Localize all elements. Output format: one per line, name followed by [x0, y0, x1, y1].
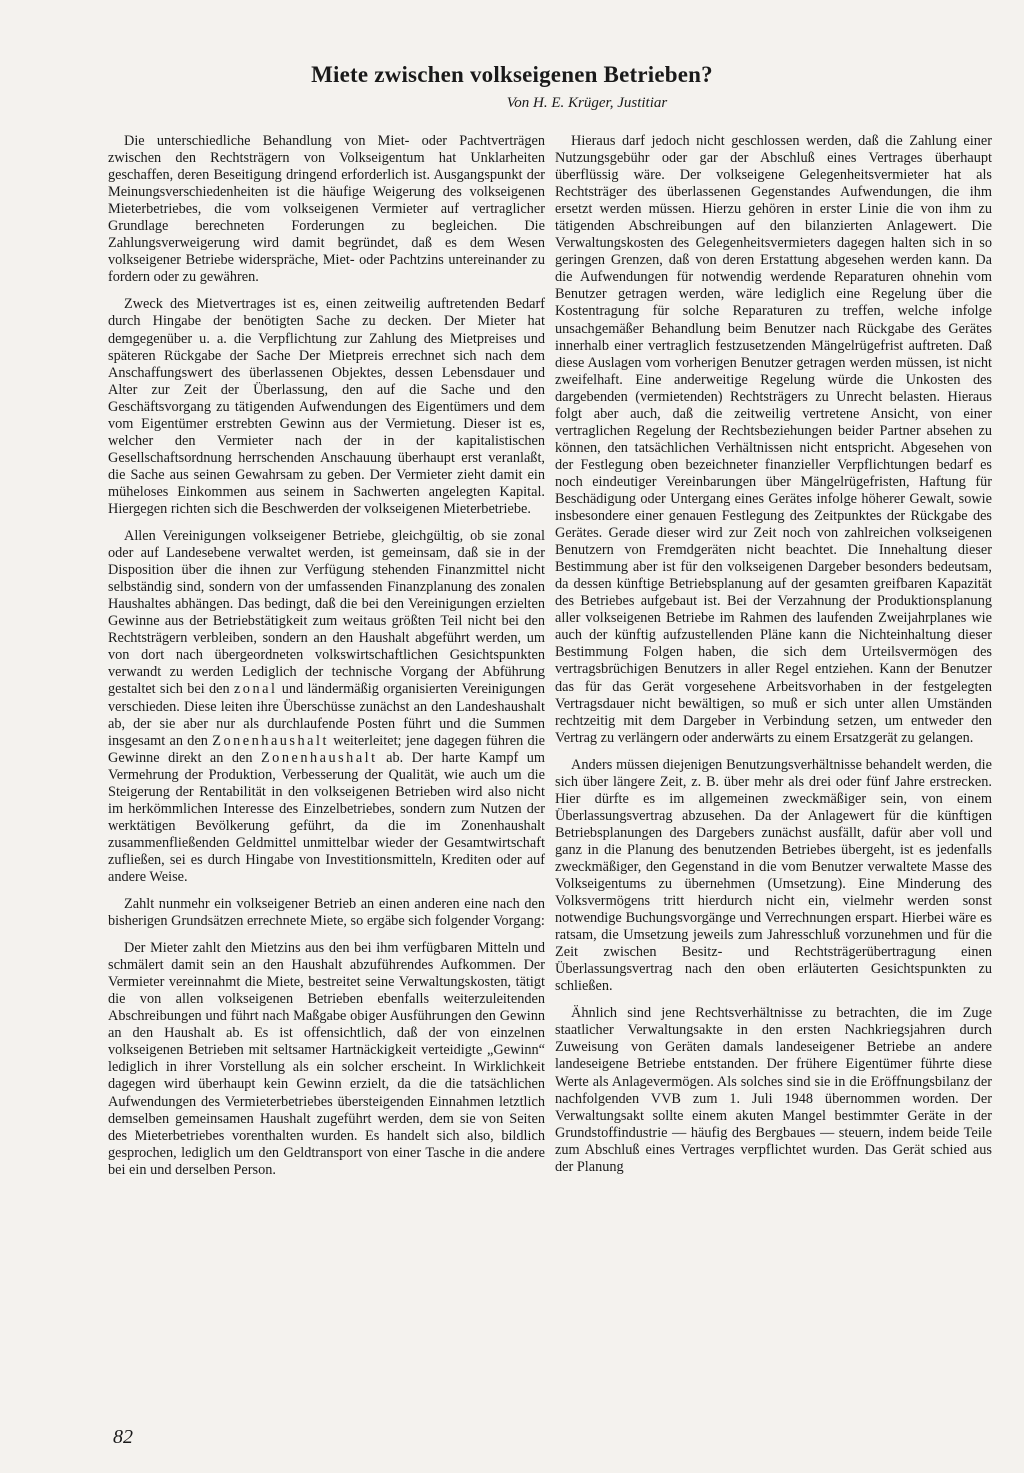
paragraph — [108, 528, 545, 886]
spaced-word: zonal — [233, 681, 278, 698]
paragraph-text: Allen Vereinigungen volkseigener Betriebe, gleichgültig, ob sie zonal oder auf Landesebene verwaltet werden, ist gemeinsam, daß sie in der Disposition über die ihnen zur Verfügung stehenden Finanzmittel nicht selbständig sind, sondern von der umfassenden Finanzplanung des zonalen Haushaltes abhängen. Das bedingt, daß die bei den Vereinigungen erzielten Gewinne aus der Betriebstätigkeit zum weitaus größten Teil nicht bei den Rechtsträgern verbleiben, sondern an den Haushalt abgeführt werden, um von dort nach übergeordneten volkswirtschaftlichen Gesichtspunkten verwandt zu werden Lediglich der technische Vorgang der Abführung gestaltet sich bei den — [108, 528, 545, 698]
article-title: Miete zwischen volkseigenen Betrieben? — [311, 62, 713, 87]
paragraph-text: weiterleitet; jene dagegen führen die Gewinne direkt an den — [108, 732, 545, 766]
paragraph: Zweck des Mietvertrages ist es, einen zeitweilig auftretenden Bedarf durch Hingabe der benötigten Sache zu decken. Der Mieter hat demgegenüber u. a. die Verpflichtung zur Zahlung des Mietpreises und späteren Rückgabe der Sache Der Mietpreis errechnet sich nach dem Anschaffungswert des überlassenen Objektes, dessen Lebensdauer und Alter zur Zeit der Überlassung, den auf die Sache und den Geschäftsvorgang zu tätigenden Aufwendungen des Eigentümers und dem vom Eigentümer erstrebten Gewinn aus der Vermietung. Dieser ist es, welcher den Vermieter nach der in der kapitalistischen Gesellschaftsordnung herrschenden Anschauung überhaupt erst veranlaßt, die Sache aus seinen Gewahrsam zu geben. Der Vermieter zieht damit ein müheloses Einkommen aus seinem in Sachwerten angelegten Kapital. Hiergegen richten sich die Beschwerden der volkseigenen Mieterbetriebe. — [108, 296, 545, 517]
paragraph: Die unterschiedliche Behandlung von Miet- oder Pachtverträgen zwischen den Rechtsträgern von Volkseigentum hat Unklarheiten geschaffen, deren Beseitigung dringend erforderlich ist. Ausgangspunkt der Meinungsverschiedenheiten ist die häufige Weigerung des volkseigenen Mieterbetriebes, die vom volkseigenen Vermieter auf vertraglicher Grundlage berechneten Forderungen zu begleichen. Die Zahlungsverweigerung wird damit begründet, daß es dem Wesen volkseigener Betriebe widerspräche, Miet- oder Pachtzins untereinander zu fordern oder zu gewähren. — [108, 133, 545, 286]
right-column — [555, 133, 992, 1186]
paragraph: Anders müssen diejenigen Benutzungsverhältnisse behandelt werden, die sich über längere Zeit, z. B. über mehr als drei oder fünf Jahre erstrecken. Hier dürfte es im allgemeinen zweckmäßiger sein, von einem Überlassungsvertrag abzusehen. Da der Anlagewert für die künftigen Betriebsplanungen des Dargebers zunächst ausfällt, dafür aber voll und ganz in die Planung des benutzenden Betriebes übergeht, ist es jedenfalls zweckmäßiger, den Gegenstand in die vom Benutzer verwaltete Masse des Volkseigentums zu übernehmen (Umsetzung). Eine Minderung des Volksvermögens tritt hierdurch nicht ein, vielmehr werden sonst notwendige Buchungsvorgänge und Verrechnungen erspart. Hierbei wäre es ratsam, die Umsetzung jeweils zum Jahresschluß vorzunehmen und für die Zeit zwischen Besitz- und Rechtsträgerübertragung einen Überlassungsvertrag nach den oben erläuterten Gesichtspunkten zu schließen. — [555, 756, 992, 995]
paragraph: Zahlt nunmehr ein volkseigener Betrieb an einen anderen eine nach den bisherigen Grundsätzen errechnete Miete, so ergäbe sich folgender Vorgang: — [108, 896, 545, 930]
article-byline: Von H. E. Krüger, Justitiar — [506, 95, 668, 111]
paragraph: Der Mieter zahlt den Mietzins aus den bei ihm verfügbaren Mitteln und schmälert damit sein an den Haushalt abzuführendes Aufkommen. Der Vermieter vereinnahmt die Miete, bestreitet seine Verwaltungskosten, tätigt die von allen volkseigenen Betrieben ebenfalls weiterzuleitenden Abschreibungen und führt nach Maßgabe obiger Ausführungen den Gewinn an den Haushalt ab. Es ist offensichtlich, daß der von einzelnen volkseigenen Betrieben mit seltsamer Hartnäckigkeit verteidigte „Gewinn“ lediglich in ihrer Vorstellung als ein solcher erscheint. In Wirklichkeit dagegen wird überhaupt kein Gewinn erzielt, da die die tatsächlichen Aufwendungen des Vermieterbetriebes übersteigenden Einnahmen letztlich demselben gemeinsamen Haushalt zugeführt werden, dem sie von Seiten des Mieterbetriebes vorenthalten wurden. Es handelt sich also, bildlich gesprochen, lediglich um den Geldtransport von einer Tasche in die andere bei ein und derselben Person. — [108, 940, 545, 1178]
left-column — [108, 133, 545, 1189]
page-number: 82 — [113, 1426, 133, 1448]
spaced-word: Zonenhaushalt — [260, 749, 378, 766]
spaced-word: Zonenhaushalt — [212, 732, 329, 749]
paragraph: Hieraus darf jedoch nicht geschlossen werden, daß die Zahlung einer Nutzungsgebühr oder gar der Abschluß eines Vertrages überhaupt überflüssig wäre. Der volkseigene Gelegenheitsvermieter hat als Rechtsträger des überlassenen Gegenstandes Aufwendungen, die ihm ersetzt werden müssen. Hierzu gehören in erster Linie die von ihm zu tätigenden Abschreibungen auf den bilanzierten Anlagewert. Die Verwaltungskosten des Gelegenheitsvermieters dagegen halten sich in so geringen Grenzen, daß von deren Erstattung abgesehen werden kann. Da die Aufwendungen für notwendig werdende Reparaturen ohnehin vom Benutzer getragen werden, wäre lediglich eine Regelung über die Kostentragung für solche Reparaturen zu treffen, welche infolge unsachgemäßer Behandlung beim Benutzer nach Rückgabe des Gerätes innerhalb einer vertraglich festzusetzenden Mängelrügefrist auftreten. Daß diese Auslagen vom vorherigen Benutzer getragen werden müssen, ist nicht zweifelhaft. Eine anderweitige Regelung würde die Unkosten des dargebenden (vermietenden) Rechtsträgers zu Unrecht belasten. Hieraus folgt aber auch, daß die zeitweilig vertretene Ansicht, von einer vertraglichen Regelung der Rechtsbeziehungen beider Partner absehen zu können, den tatsächlichen Verhältnissen nicht entspricht. Abgesehen von der Festlegung oben bezeichneter finanzieller Verpflichtungen bedarf es noch eindeutiger Vereinbarungen über Mängelrügefristen, Haftung für Beschädigung oder Untergang eines Gerätes infolge höherer Gewalt, sowie insbesondere einer genauen Festlegung des Zeitpunktes der Rückgabe des Gerätes. Gerade dieser wird zur Zeit noch von zahlreichen volkseigenen Benutzern von Fremdgeräten nicht beachtet. Die Innehaltung dieser Bestimmung aber ist für den volkseigenen Dargeber besonders bedeutsam, da dessen künftige Betriebsplanung auf der gesamten greifbaren Kapazität des Betriebes aufgebaut ist. Bei der Verzahnung der Produktionsplanung aller volkseigenen Betriebe im Rahmen des laufenden Zweijahrplanes wie auch der künftig aufzustellenden Pläne kann die Nichteinhaltung dieser Bestimmung Folgen haben, die sich dem Urteilsvermögen des vertragsbrüchigen Benutzers in aller Regel entziehen. Kann der Benutzer das für das Gerät vorgesehene Arbeitsvorhaben in der festgelegten Vertragsdauer nicht bewältigen, so muß er sich unter allen Umständen rechtzeitig mit dem Dargeber in Verbindung setzen, um entweder den Vertrag zu verlängern oder anderwärts zu einem Ersatzgerät zu gelangen. — [555, 133, 992, 746]
paragraph-text: und ländermäßig organisierten Vereinigungen verschieden. Diese leiten ihre Überschüsse zunächst an den Landeshaushalt ab, der sie aber nur als durchlaufende Posten führt und die Summen insgesamt an den — [108, 681, 545, 749]
paragraph-text: ab. Der harte Kampf um Vermehrung der Produktion, Verbesserung der Qualität, wie auch um die Steigerung der Rentabilität in den volkseigenen Betrieben wird also nicht im herkömmlichen Interesse des Einzelbetriebes, sondern zum Nutzen der werktätigen Bevölkerung geführt, da die im Zonenhaushalt zusammenfließenden Geldmittel unmittelbar wieder der Gesamtwirtschaft zufließen, sei es durch Hingabe von Investitionsmitteln, Krediten oder auf andere Weise. — [108, 749, 545, 885]
paragraph: Ähnlich sind jene Rechtsverhältnisse zu betrachten, die im Zuge staatlicher Verwaltungsakte in den ersten Nachkriegsjahren durch Zuweisung von Geräten damals landeseigener Betriebe an andere landeseigene Betriebe entstanden. Der frühere Eigentümer führte diese Werte als Anlagevermögen. Als solches sind sie in die Eröffnungsbilanz der nachfolgenden VVB zum 1. Juli 1948 übernommen worden. Der Verwaltungsakt sollte einem akuten Mangel bestimmter Geräte in der Grundstoffindustrie — häufig des Bergbaues — steuern, indem beide Teile zum Abschluß eines Vertrages verpflichtet wurden. Das Gerät schied aus der Planung — [555, 1005, 992, 1175]
